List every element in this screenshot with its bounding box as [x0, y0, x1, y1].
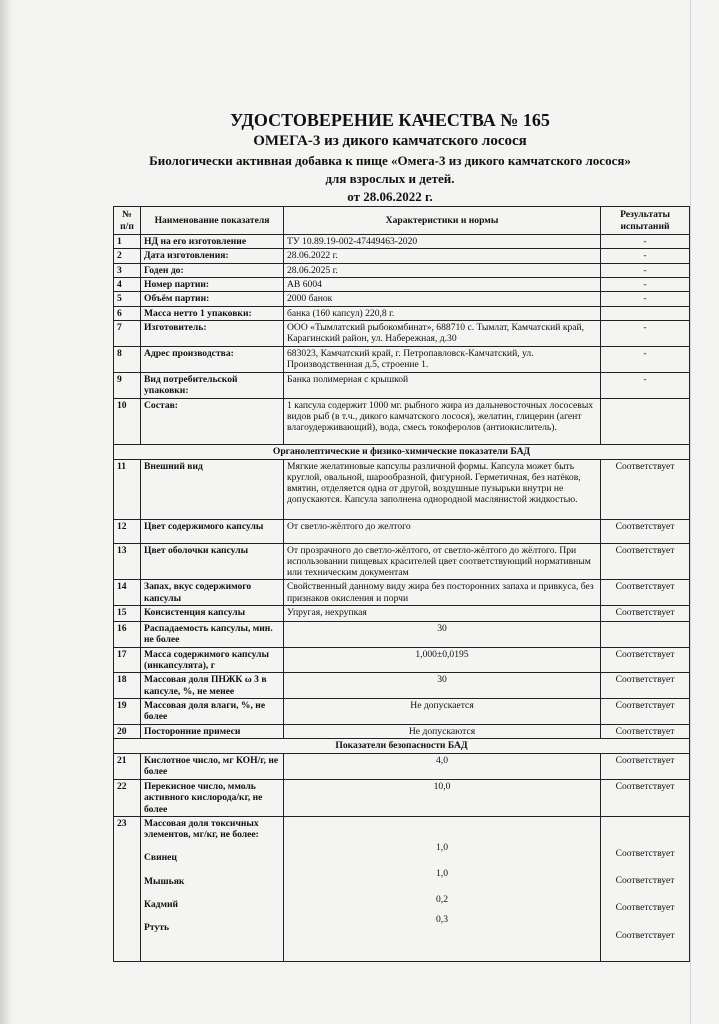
row-name: Запах, вкус содержимого капсулы — [141, 580, 284, 606]
row-result: Соответствует — [601, 543, 690, 580]
table-row-toxic — [114, 816, 690, 961]
row-num: 7 — [114, 320, 141, 346]
row-num: 8 — [114, 346, 141, 372]
row-spec: Не допускается — [284, 698, 601, 724]
row-name: Масса нетто 1 упаковки: — [141, 306, 284, 320]
row-num: 9 — [114, 372, 141, 398]
row-result: Соответствует — [601, 673, 690, 699]
row-name: Вид потребительской упаковки: — [141, 372, 284, 398]
row-spec: АВ 6004 — [284, 277, 601, 291]
row-name: Номер партии: — [141, 277, 284, 291]
row-result: - — [601, 235, 690, 249]
row-name: Консистенция капсулы — [141, 606, 284, 622]
row-num: 1 — [114, 235, 141, 249]
row-num: 20 — [114, 724, 141, 738]
row-num: 13 — [114, 543, 141, 580]
row-spec: ООО «Тымлатский рыбокомбинат», 688710 с. Тымлат, Камчатский край, Карагинский район, ул. Набережная, д.30 — [284, 320, 601, 346]
row-name: Состав: — [141, 398, 284, 444]
row-name: Адрес производства: — [141, 346, 284, 372]
table-row — [114, 753, 690, 779]
section-safety: Показатели безопасности БАД — [114, 738, 690, 753]
section-organoleptic: Органолептические и физико-химические показатели БАД — [114, 444, 690, 459]
table-row — [114, 698, 690, 724]
toxic-element-spec: 1,0 — [436, 868, 448, 880]
row-spec: 1 капсула содержит 1000 мг. рыбного жира из дальневосточных лососевых видов рыб (в т.ч., дикого камчатского лосося), желатин, глицерин (агент влагоудерживающий), вода, смесь токоферолов (антиокислитель). — [284, 398, 601, 444]
row-result: Соответствует — [601, 724, 690, 738]
table-row — [114, 647, 690, 673]
scan-edge-shadow — [0, 0, 14, 1024]
row-spec: 28.06.2022 г. — [284, 249, 601, 263]
col-header-result: Результаты испытаний — [601, 207, 690, 235]
row-num: 12 — [114, 519, 141, 543]
row-spec: банка (160 капсул) 220,8 г. — [284, 306, 601, 320]
toxic-element-name: Мышьяк — [144, 875, 185, 887]
row-result: - — [601, 372, 690, 398]
row-num: 10 — [114, 398, 141, 444]
table-row — [114, 249, 690, 263]
row-num: 23 — [114, 816, 141, 961]
toxic-element-name: Кадмий — [144, 899, 179, 911]
row-result: Соответствует — [601, 580, 690, 606]
row-result: - — [601, 263, 690, 277]
table-row — [114, 277, 690, 291]
certificate-date: от 28.06.2022 г. — [347, 189, 433, 204]
table-row — [114, 306, 690, 320]
row-name: Посторонние примеси — [141, 724, 284, 738]
row-name: Внешний вид — [141, 459, 284, 519]
organoleptic-rows — [114, 459, 690, 738]
table-row — [114, 292, 690, 306]
toxic-name-cell — [141, 816, 284, 961]
col-header-spec: Характеристики и нормы — [284, 207, 601, 235]
row-spec: Банка полимерная с крышкой — [284, 372, 601, 398]
row-name: Цвет оболочки капсулы — [141, 543, 284, 580]
row-name: Распадаемость капсулы, мин. не более — [141, 622, 284, 648]
table-row — [114, 320, 690, 346]
quality-table — [113, 206, 690, 962]
safety-rows — [114, 753, 690, 816]
row-result — [601, 622, 690, 648]
row-spec: Не допускаются — [284, 724, 601, 738]
table-header-row — [114, 207, 690, 235]
row-result — [601, 398, 690, 444]
toxic-element-spec: 0,3 — [436, 913, 448, 925]
section-row — [114, 444, 690, 459]
col-header-name: Наименование показателя — [141, 207, 284, 235]
toxic-element-result: Соответствует — [615, 929, 675, 941]
toxic-element-spec: 1,0 — [436, 841, 448, 853]
col-header-num: № п/п — [114, 207, 141, 235]
row-spec: 10,0 — [284, 779, 601, 816]
row-result: Соответствует — [601, 698, 690, 724]
row-num: 6 — [114, 306, 141, 320]
row-result — [601, 306, 690, 320]
row-num: 19 — [114, 698, 141, 724]
row-result: - — [601, 292, 690, 306]
row-spec: От прозрачного до светло-жёлтого, от светло-жёлтого до жёлтого. При использовании пищевых красителей цвет соответствующий нормативным или техническим документам — [284, 543, 601, 580]
row-result: Соответствует — [601, 459, 690, 519]
row-spec: Свойственный данному виду жира без посторонних запаха и привкуса, без признаков окисления и порчи — [284, 580, 601, 606]
row-spec: Упругая, нехрупкая — [284, 606, 601, 622]
row-name: Объём партии: — [141, 292, 284, 306]
scan-edge-line — [690, 0, 691, 1024]
table-row — [114, 398, 690, 444]
row-num: 15 — [114, 606, 141, 622]
row-num: 5 — [114, 292, 141, 306]
row-result: Соответствует — [601, 753, 690, 779]
row-name: Годен до: — [141, 263, 284, 277]
row-num: 21 — [114, 753, 141, 779]
row-spec: 30 — [284, 673, 601, 699]
table-row — [114, 263, 690, 277]
toxic-element-name: Свинец — [144, 852, 177, 864]
row-num: 2 — [114, 249, 141, 263]
row-spec: 30 — [284, 622, 601, 648]
row-num: 11 — [114, 459, 141, 519]
row-spec: 2000 банок — [284, 292, 601, 306]
product-name: ОМЕГА-3 из дикого камчатского лосося — [253, 133, 527, 149]
row-name: Кислотное число, мг КОН/г, не более — [141, 753, 284, 779]
row-spec: 4,0 — [284, 753, 601, 779]
row-result: - — [601, 320, 690, 346]
table-row — [114, 519, 690, 543]
table-row — [114, 622, 690, 648]
row-result: Соответствует — [601, 779, 690, 816]
toxic-element-result: Соответствует — [615, 902, 675, 914]
table-row — [114, 779, 690, 816]
row-num: 14 — [114, 580, 141, 606]
product-subtitle: Биологически активная добавка к пище «Омега-3 из дикого камчатского лосося» — [149, 153, 631, 168]
row-name: Массовая доля влаги, %, не более — [141, 698, 284, 724]
row-spec: Мягкие желатиновые капсулы различной формы. Капсула может быть круглой, овальной, шарообразной, фигурной. Герметичная, без натёков, вмятин, отделяется одна от другой, воздушные пузырьки внутри не допускаются. Капсула заполнена однородной маслянистой жидкостью. — [284, 459, 601, 519]
row-result: Соответствует — [601, 647, 690, 673]
table-row — [114, 346, 690, 372]
row-name: Перекисное число, ммоль активного кислорода/кг, не более — [141, 779, 284, 816]
section-row — [114, 738, 690, 753]
row-name: Дата изготовления: — [141, 249, 284, 263]
row-name: Цвет содержимого капсулы — [141, 519, 284, 543]
table-row — [114, 580, 690, 606]
row-num: 18 — [114, 673, 141, 699]
row-name: НД на его изготовление — [141, 235, 284, 249]
general-rows — [114, 235, 690, 445]
toxic-spec-cell — [284, 816, 601, 961]
row-num: 17 — [114, 647, 141, 673]
table-row — [114, 673, 690, 699]
toxic-element-name: Ртуть — [144, 922, 170, 934]
row-spec: 28.06.2025 г. — [284, 263, 601, 277]
toxic-element-result: Соответствует — [615, 847, 675, 859]
row-result: Соответствует — [601, 519, 690, 543]
row-result: Соответствует — [601, 606, 690, 622]
toxic-element-result: Соответствует — [615, 875, 675, 887]
row-spec: 683023, Камчатский край, г. Петропавловск-Камчатский, ул. Производственная д.5, строение 1. — [284, 346, 601, 372]
toxic-heading: Массовая доля токсичных элементов, мг/кг, не более: — [144, 817, 259, 841]
row-spec: ТУ 10.89.19-002-47449463-2020 — [284, 235, 601, 249]
table-row — [114, 459, 690, 519]
row-result: - — [601, 249, 690, 263]
product-audience: для взрослых и детей. — [325, 171, 455, 186]
row-num: 3 — [114, 263, 141, 277]
toxic-element-spec: 0,2 — [436, 894, 448, 906]
row-name: Изготовитель: — [141, 320, 284, 346]
row-num: 22 — [114, 779, 141, 816]
row-spec: От светло-жёлтого до желтого — [284, 519, 601, 543]
table-row — [114, 543, 690, 580]
row-num: 16 — [114, 622, 141, 648]
table-row — [114, 235, 690, 249]
row-result: - — [601, 277, 690, 291]
toxic-result-cell — [601, 816, 690, 961]
certificate-title: УДОСТОВЕРЕНИЕ КАЧЕСТВА № 165 — [230, 110, 550, 130]
row-result: - — [601, 346, 690, 372]
row-num: 4 — [114, 277, 141, 291]
row-name: Массовая доля ПНЖК ω 3 в капсуле, %, не менее — [141, 673, 284, 699]
row-spec: 1,000±0,0195 — [284, 647, 601, 673]
table-row — [114, 606, 690, 622]
table-row — [114, 724, 690, 738]
table-row — [114, 372, 690, 398]
row-name: Масса содержимого капсулы (инкапсулята), г — [141, 647, 284, 673]
